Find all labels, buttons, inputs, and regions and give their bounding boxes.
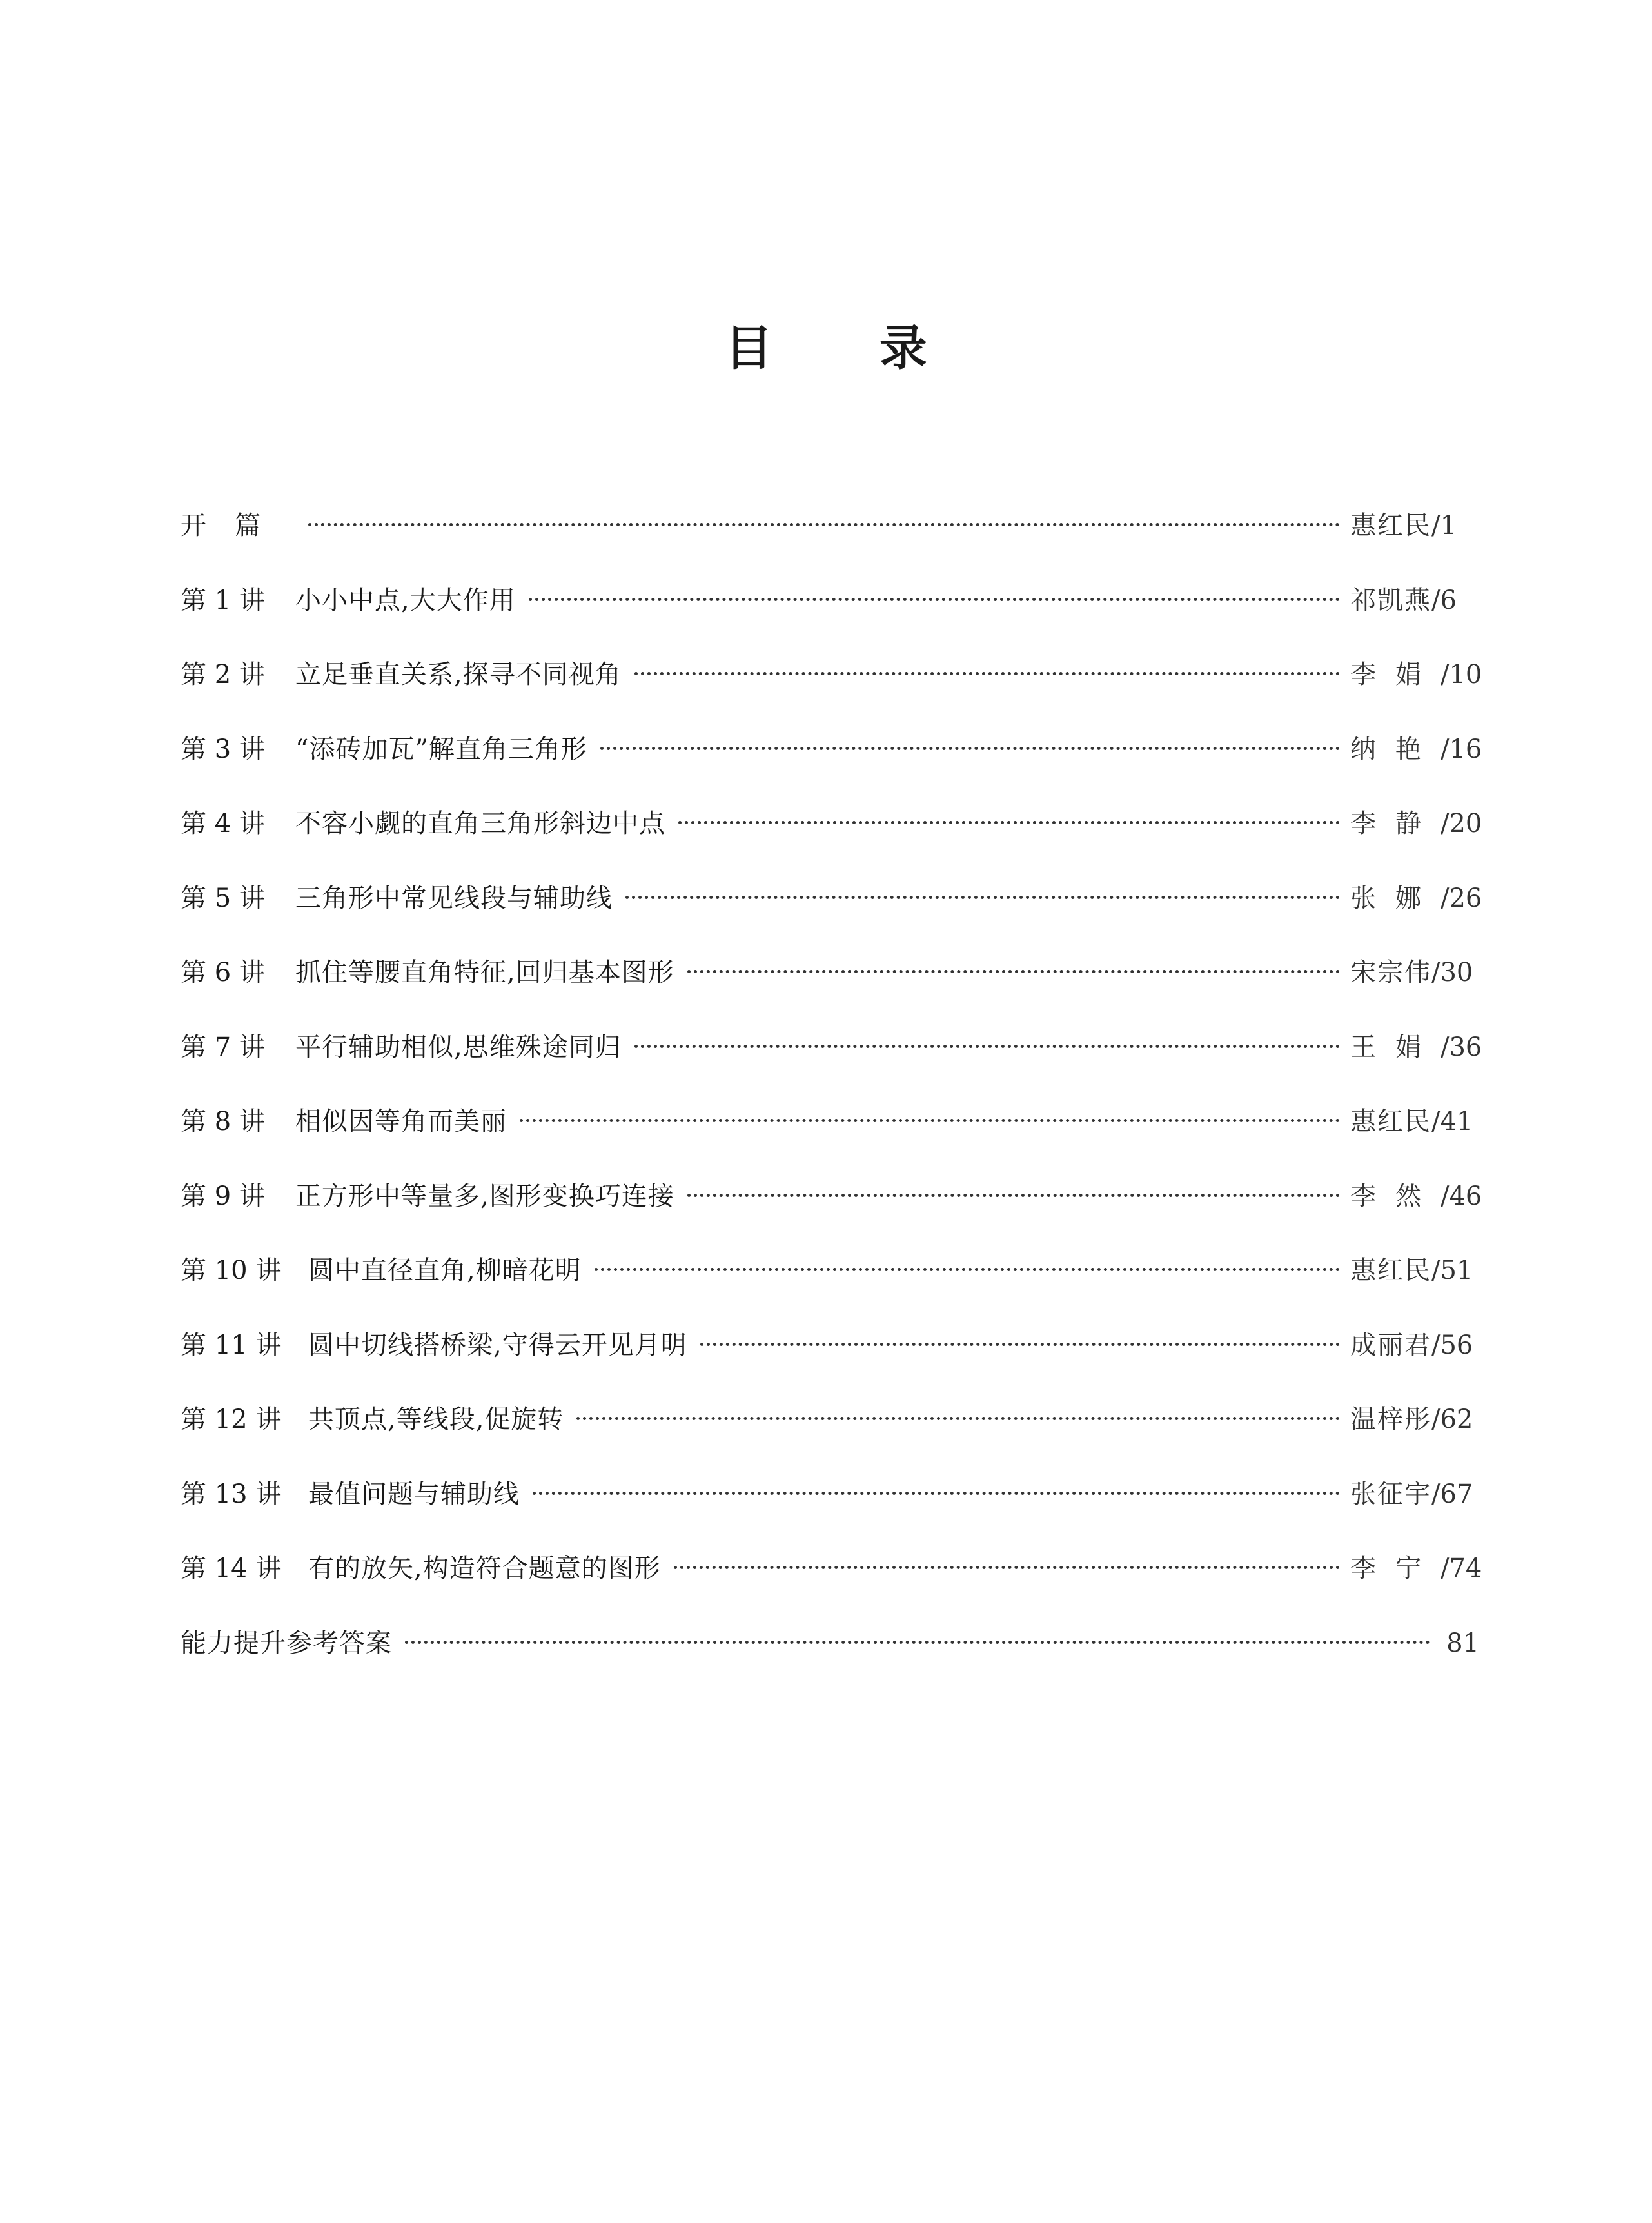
toc-entry-lecture-14[interactable] <box>181 1546 1482 1621</box>
entry-page: /51 <box>1431 1256 1473 1285</box>
dot-leader <box>687 970 1340 973</box>
toc-entry-answers[interactable] <box>181 1621 1479 1695</box>
entry-author: 祁凯燕 <box>1350 585 1431 615</box>
dot-leader <box>700 1343 1340 1346</box>
entry-author: 张征宇 <box>1350 1479 1431 1509</box>
entry-label: 第 6 讲 <box>181 958 265 987</box>
dot-leader <box>520 1119 1340 1122</box>
entry-label: 第 2 讲 <box>181 660 265 689</box>
dot-leader <box>405 1641 1430 1644</box>
entry-title: “添砖加瓦”解直角三角形 <box>295 734 587 764</box>
entry-author: 李然 <box>1350 1181 1441 1211</box>
entry-title: 小小中点,大大作用 <box>295 585 516 615</box>
entry-title: 三角形中常见线段与辅助线 <box>295 883 613 913</box>
dot-leader <box>600 747 1340 750</box>
entry-title: 抓住等腰直角特征,回归基本图形 <box>295 958 674 987</box>
entry-label: 第 9 讲 <box>181 1181 265 1211</box>
entry-title: 正方形中等量多,图形变换巧连接 <box>295 1181 674 1211</box>
entry-label: 第 3 讲 <box>181 734 265 764</box>
toc-entry-lecture-9[interactable] <box>181 1174 1482 1249</box>
entry-label: 第 7 讲 <box>181 1032 265 1062</box>
toc-entry-lecture-10[interactable] <box>181 1248 1479 1323</box>
entry-title: 共顶点,等线段,促旋转 <box>308 1405 564 1434</box>
entry-author: 惠红民 <box>1350 511 1431 540</box>
entry-page: /46 <box>1441 1181 1482 1211</box>
entry-label: 第 5 讲 <box>181 883 265 913</box>
entry-page: /67 <box>1431 1479 1473 1509</box>
entry-author: 李娟 <box>1350 660 1441 689</box>
entry-page: /41 <box>1431 1107 1473 1136</box>
dot-leader <box>533 1492 1340 1495</box>
toc-entry-lecture-4[interactable] <box>181 801 1482 876</box>
entry-page: /62 <box>1431 1405 1473 1434</box>
entry-title: 最值问题与辅助线 <box>308 1479 520 1509</box>
entry-label: 第 12 讲 <box>181 1405 282 1434</box>
toc-entry-lecture-12[interactable] <box>181 1397 1479 1472</box>
entry-label: 第 13 讲 <box>181 1479 282 1509</box>
entry-label: 第 14 讲 <box>181 1554 282 1583</box>
entry-page: /20 <box>1441 809 1482 838</box>
entry-label: 开篇 <box>181 511 289 540</box>
entry-label: 第 10 讲 <box>181 1256 282 1285</box>
entry-title: 圆中直径直角,柳暗花明 <box>308 1256 582 1285</box>
entry-page: /36 <box>1441 1032 1482 1062</box>
dot-leader <box>634 672 1340 675</box>
toc-entry-lecture-7[interactable] <box>181 1025 1482 1100</box>
dot-leader <box>595 1268 1340 1271</box>
entry-page: /26 <box>1441 883 1482 913</box>
entry-author: 惠红民 <box>1350 1107 1431 1136</box>
toc-entry-lecture-2[interactable] <box>181 652 1482 727</box>
entry-title: 立足垂直关系,探寻不同视角 <box>295 660 622 689</box>
dot-leader <box>678 821 1340 824</box>
entry-page: /74 <box>1441 1554 1482 1583</box>
toc-entry-lecture-11[interactable] <box>181 1323 1479 1398</box>
dot-leader <box>308 523 1340 526</box>
entry-page: /30 <box>1431 958 1473 987</box>
page-title: 目 录 <box>725 321 972 376</box>
toc-entry-lecture-3[interactable] <box>181 727 1482 802</box>
toc-entry-lecture-1[interactable] <box>181 578 1479 653</box>
entry-page: /56 <box>1431 1330 1473 1360</box>
entry-author: 惠红民 <box>1350 1256 1431 1285</box>
entry-author: 王娟 <box>1350 1032 1441 1062</box>
toc-entry-opening[interactable] <box>181 503 1479 578</box>
toc-entry-lecture-8[interactable] <box>181 1099 1479 1174</box>
entry-label: 第 1 讲 <box>181 585 265 615</box>
dot-leader <box>529 598 1340 601</box>
dot-leader <box>674 1566 1340 1569</box>
entry-label: 第 8 讲 <box>181 1107 265 1136</box>
entry-title: 有的放矢,构造符合题意的图形 <box>308 1554 661 1583</box>
entry-title: 平行辅助相似,思维殊途同归 <box>295 1032 622 1062</box>
entry-author: 张娜 <box>1350 883 1441 913</box>
entry-author: 李宁 <box>1350 1554 1441 1583</box>
entry-page: /6 <box>1431 585 1457 615</box>
toc-entry-lecture-6[interactable] <box>181 950 1479 1025</box>
dot-leader <box>634 1045 1340 1048</box>
entry-label: 第 11 讲 <box>181 1330 282 1360</box>
table-of-contents <box>181 503 1482 1695</box>
entry-label: 第 4 讲 <box>181 809 265 838</box>
entry-author: 成丽君 <box>1350 1330 1431 1360</box>
entry-title: 不容小觑的直角三角形斜边中点 <box>295 809 665 838</box>
entry-page: /16 <box>1441 734 1482 764</box>
entry-author: 李静 <box>1350 809 1441 838</box>
toc-entry-lecture-13[interactable] <box>181 1472 1479 1546</box>
entry-page: 81 <box>1446 1628 1479 1658</box>
entry-author: 纳艳 <box>1350 734 1441 764</box>
entry-author: 宋宗伟 <box>1350 958 1431 987</box>
dot-leader <box>576 1417 1340 1420</box>
entry-page: /10 <box>1441 660 1482 689</box>
entry-author: 温梓彤 <box>1350 1405 1431 1434</box>
entry-title: 圆中切线搭桥梁,守得云开见月明 <box>308 1330 687 1360</box>
dot-leader <box>687 1194 1340 1197</box>
toc-entry-lecture-5[interactable] <box>181 876 1482 951</box>
entry-title: 能力提升参考答案 <box>181 1628 392 1658</box>
entry-title: 相似因等角而美丽 <box>295 1107 507 1136</box>
entry-page: /1 <box>1431 511 1457 540</box>
dot-leader <box>625 896 1340 899</box>
